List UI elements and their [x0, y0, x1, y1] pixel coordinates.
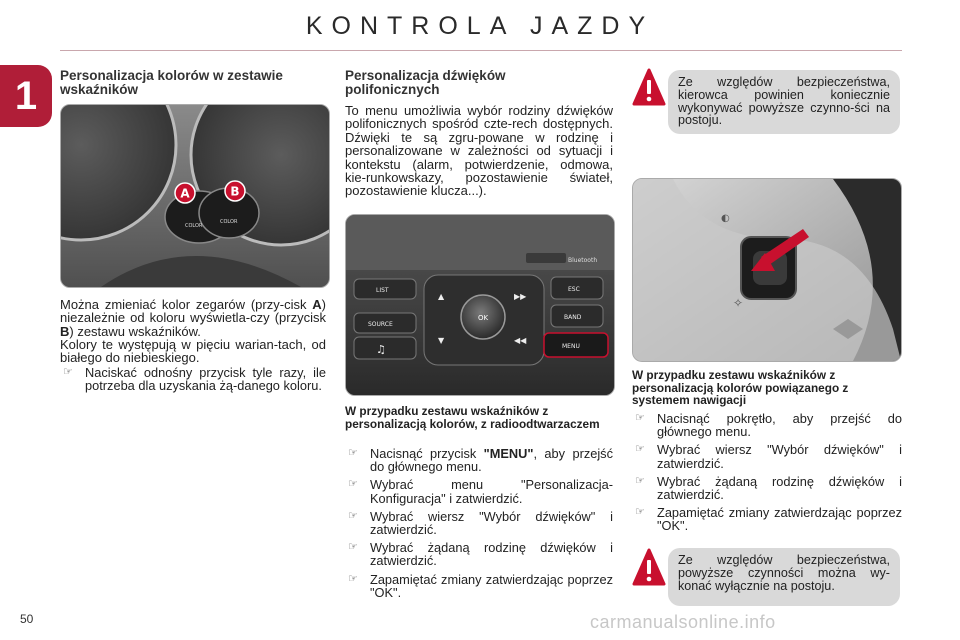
pointing-hand-icon: ☞ [635, 443, 645, 456]
step-text: Wybrać wiersz "Wybór dźwięków" i zatwierdzić. [370, 508, 613, 538]
step-text: Zapamiętać zmiany zatwierdzając poprzez "OK". [657, 505, 902, 534]
menu-key-ref: "MENU" [483, 446, 534, 461]
sub-heading-radio: W przypadku zestawu wskaźników z personalizacją kolorów, z radioodtwarzaczem [345, 404, 600, 431]
step-text: Nacisnąć pokrętło, aby przejść do głównego menu. [657, 411, 902, 440]
step-text: , aby przejść do głównego menu. [370, 446, 613, 475]
pointing-hand-icon: ☞ [348, 572, 358, 585]
down-arrow-icon: ▼ [438, 336, 445, 345]
step-text: Nacisnąć przycisk [370, 446, 484, 461]
bluetooth-label: Bluetooth [568, 257, 598, 264]
button-ref-b: B [60, 323, 70, 339]
step-text: Wybrać wiersz "Wybór dźwięków" i zatwierdzić. [657, 442, 902, 471]
step-text: Wybrać menu "Personalizacja-Konfiguracja" i zatwierdzić. [370, 477, 613, 506]
list-button-label: LIST [376, 287, 389, 294]
list-item [632, 475, 902, 501]
text-segment: Można zmieniać kolor zegarów (przy-cisk [60, 297, 313, 312]
list-item [345, 478, 613, 504]
warning-box-parked: Ze względów bezpieczeństwa, powyższe czynności można wy-konać wyłącznie na postoju. [668, 548, 900, 606]
pointing-hand-icon: ☞ [348, 509, 358, 522]
music-icon: ♫ [376, 343, 386, 356]
pointing-hand-icon: ☞ [635, 412, 645, 424]
step-text: Naciskać odnośny przycisk tyle razy, ile potrzeba dla uzyskania żą-danego koloru. [85, 365, 326, 394]
exclamation-warning-icon [632, 68, 666, 108]
pointing-hand-icon: ☞ [635, 474, 645, 487]
pointing-hand-icon: ☞ [63, 366, 73, 378]
steps-list-colors [60, 366, 326, 397]
list-item [632, 443, 902, 469]
text-segment: ) niezależnie od koloru wyświetla-czy (przycisk [60, 297, 326, 326]
list-item [345, 447, 613, 473]
band-button-label: BAND [564, 314, 582, 321]
step-text: Zapamiętać zmiany zatwierdzając poprzez "OK". [370, 571, 613, 600]
list-item [60, 366, 326, 392]
button-b-label: B [230, 184, 240, 199]
pointing-hand-icon: ☞ [348, 541, 358, 554]
section-heading-colors: Personalizacja kolorów w zestawie wskaźników [60, 68, 283, 97]
steering-wheel-illustration [633, 179, 901, 361]
button-a-text: COLOR [185, 223, 203, 229]
list-item [632, 412, 902, 438]
chapter-tab: 1 [0, 65, 52, 127]
instrument-cluster-illustration [61, 105, 329, 287]
button-a-label: A [180, 186, 190, 201]
button-b-text: COLOR [220, 219, 238, 225]
brightness-icon: ◐ [721, 213, 730, 224]
instrument-cluster-photo [60, 104, 330, 288]
page-number: 50 [20, 612, 34, 626]
radio-panel-illustration [346, 215, 614, 395]
fast-forward-icon: ▶▶ [514, 292, 527, 301]
radio-panel-photo [345, 214, 615, 396]
step-text: Wybrać żądaną rodzinę dźwięków i zatwierdzić. [657, 473, 902, 503]
watermark: carmanualsonline.info [590, 612, 776, 632]
page-title: KONTROLA JAZDY [305, 12, 655, 40]
list-item [345, 510, 613, 536]
pointing-hand-icon: ☞ [348, 447, 358, 459]
pointing-hand-icon: ☞ [635, 506, 645, 519]
paragraph-sounds-intro: To menu umożliwia wybór rodziny dźwięków polifonicznych spośród czte-rech dostępnych. Dźwięki te są zgru-powane w rodzinę i personalizowane w zależności od sytuacji i kontekstu (alarm, potwierdzenie, odmowa, kie-runkowskazy, pozostawienie świateł, pozostawienie klucza...). [345, 103, 613, 199]
up-arrow-icon: ▲ [438, 292, 445, 301]
ok-button-label: OK [477, 314, 489, 322]
sub-heading-navigation: W przypadku zestawu wskaźników z personalizacją kolorów powiązanego z systemem nawigacji [632, 368, 849, 407]
steps-list-navigation [632, 412, 902, 538]
star-icon: ✧ [733, 296, 744, 310]
paragraph-color-buttons [60, 298, 326, 338]
header-divider [60, 50, 902, 51]
step-text: Wybrać żądaną rodzinę dźwięków i zatwierdzić. [370, 540, 613, 569]
section-heading-sounds: Personalizacja dźwięków polifonicznych [345, 68, 506, 97]
paragraph-color-variants: Kolory te występują w pięciu warian-tach, od białego do niebieskiego. [60, 337, 326, 366]
list-item [632, 506, 902, 532]
button-ref-a: A [312, 297, 322, 312]
list-item [345, 573, 613, 599]
steering-wheel-photo [632, 178, 902, 362]
esc-button-label: ESC [568, 286, 580, 293]
source-button-label: SOURCE [368, 321, 393, 328]
list-item [345, 541, 613, 567]
text-segment: ) zestawu wskaźników. [69, 323, 201, 339]
steps-list-radio [345, 447, 613, 604]
menu-button-label: MENU [562, 343, 580, 350]
warning-box-driver: Ze względów bezpieczeństwa, kierowca powinien koniecznie wykonywać powyższe czynno-ści na postoju. [668, 70, 900, 134]
pointing-hand-icon: ☞ [348, 478, 358, 491]
exclamation-warning-icon [632, 548, 666, 588]
rewind-icon: ◀◀ [514, 336, 527, 345]
